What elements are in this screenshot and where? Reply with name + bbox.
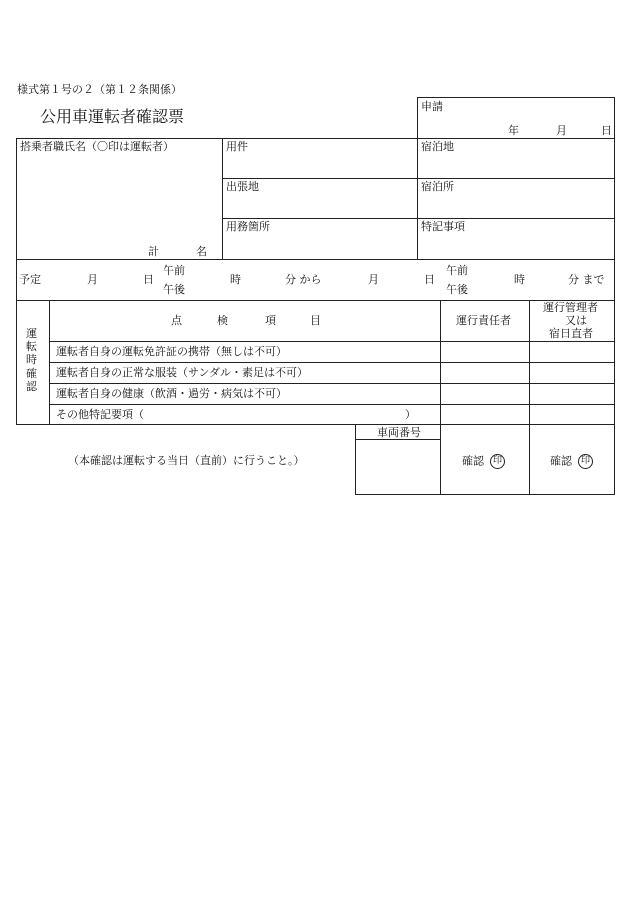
page-title: 公用車運転者確認票: [40, 107, 185, 126]
check-side-char-4: 確: [26, 367, 37, 380]
origin-label: 出張地: [226, 180, 259, 193]
application-month: 月: [556, 124, 567, 137]
confirm-manager: [462, 454, 505, 469]
notes-label: 特記事項: [421, 220, 465, 233]
check-item-other: その他特記要項（: [56, 408, 144, 421]
application-day: 日: [601, 124, 612, 137]
lodging-area-label: 宿泊地: [421, 140, 454, 153]
seal-icon: 印: [490, 454, 505, 469]
check-side-char-2: 転: [26, 340, 37, 353]
purpose-label: 用件: [226, 140, 248, 153]
lodging-label: 宿泊所: [421, 180, 454, 193]
schedule-month-1: 月: [87, 273, 98, 286]
passenger-label: 搭乗者職氏名（〇印は運転者）: [20, 140, 174, 153]
seal-icon: 印: [578, 454, 593, 469]
schedule-from: 分 から: [285, 273, 322, 286]
check-item-other-close: ）: [405, 408, 416, 421]
check-header-4: 目: [310, 314, 321, 327]
check-item-clothing: 運転者自身の正常な服装（サンダル・素足は不可）: [56, 366, 309, 379]
supervisor-header-1: 運行管理者: [543, 301, 598, 314]
application-label: 申請: [421, 100, 443, 113]
check-header-1: 点: [171, 314, 182, 327]
confirm-supervisor: [550, 454, 593, 469]
check-header-2: 検: [217, 314, 228, 327]
schedule-pm-2: 午後: [446, 283, 468, 296]
schedule-month-2: 月: [368, 273, 379, 286]
schedule-am-1: 午前: [163, 264, 185, 277]
check-item-health: 運転者自身の健康（飲酒・過労・病気は不可）: [56, 387, 287, 400]
schedule-day-2: 日: [424, 273, 435, 286]
schedule-pm-1: 午後: [163, 283, 185, 296]
application-box: [417, 97, 615, 139]
check-header-3: 項: [265, 314, 276, 327]
footer-note: （本確認は運転する当日（直前）に行うこと。）: [68, 454, 305, 467]
check-side-char-1: 運: [26, 327, 37, 340]
supervisor-header-2: 又は: [565, 314, 587, 327]
passenger-total: 計: [148, 245, 159, 258]
schedule-hour-2: 時: [514, 273, 525, 286]
schedule-hour-1: 時: [230, 273, 241, 286]
manager-header: 運行責任者: [456, 314, 511, 327]
schedule-day-1: 日: [143, 273, 154, 286]
schedule-to: 分 まで: [568, 273, 605, 286]
check-side-char-3: 時: [26, 353, 37, 366]
check-side-char-5: 認: [26, 380, 37, 393]
schedule-label: 予定: [19, 273, 41, 286]
confirm-supervisor-label: 確認: [550, 454, 572, 468]
form-number: 様式第１号の２（第１２条関係）: [17, 83, 182, 96]
vehicle-number-label: 車両番号: [377, 426, 421, 439]
application-year: 年: [508, 124, 519, 137]
supervisor-header-3: 宿日直者: [549, 327, 593, 340]
trip-info-grid: [16, 138, 615, 260]
confirm-manager-label: 確認: [462, 454, 484, 468]
check-item-license: 運転者自身の運転免許証の携帯（無しは不可）: [56, 345, 287, 358]
passenger-people: 名: [196, 245, 207, 258]
schedule-am-2: 午前: [446, 264, 468, 277]
destination-label: 用務箇所: [226, 220, 270, 233]
